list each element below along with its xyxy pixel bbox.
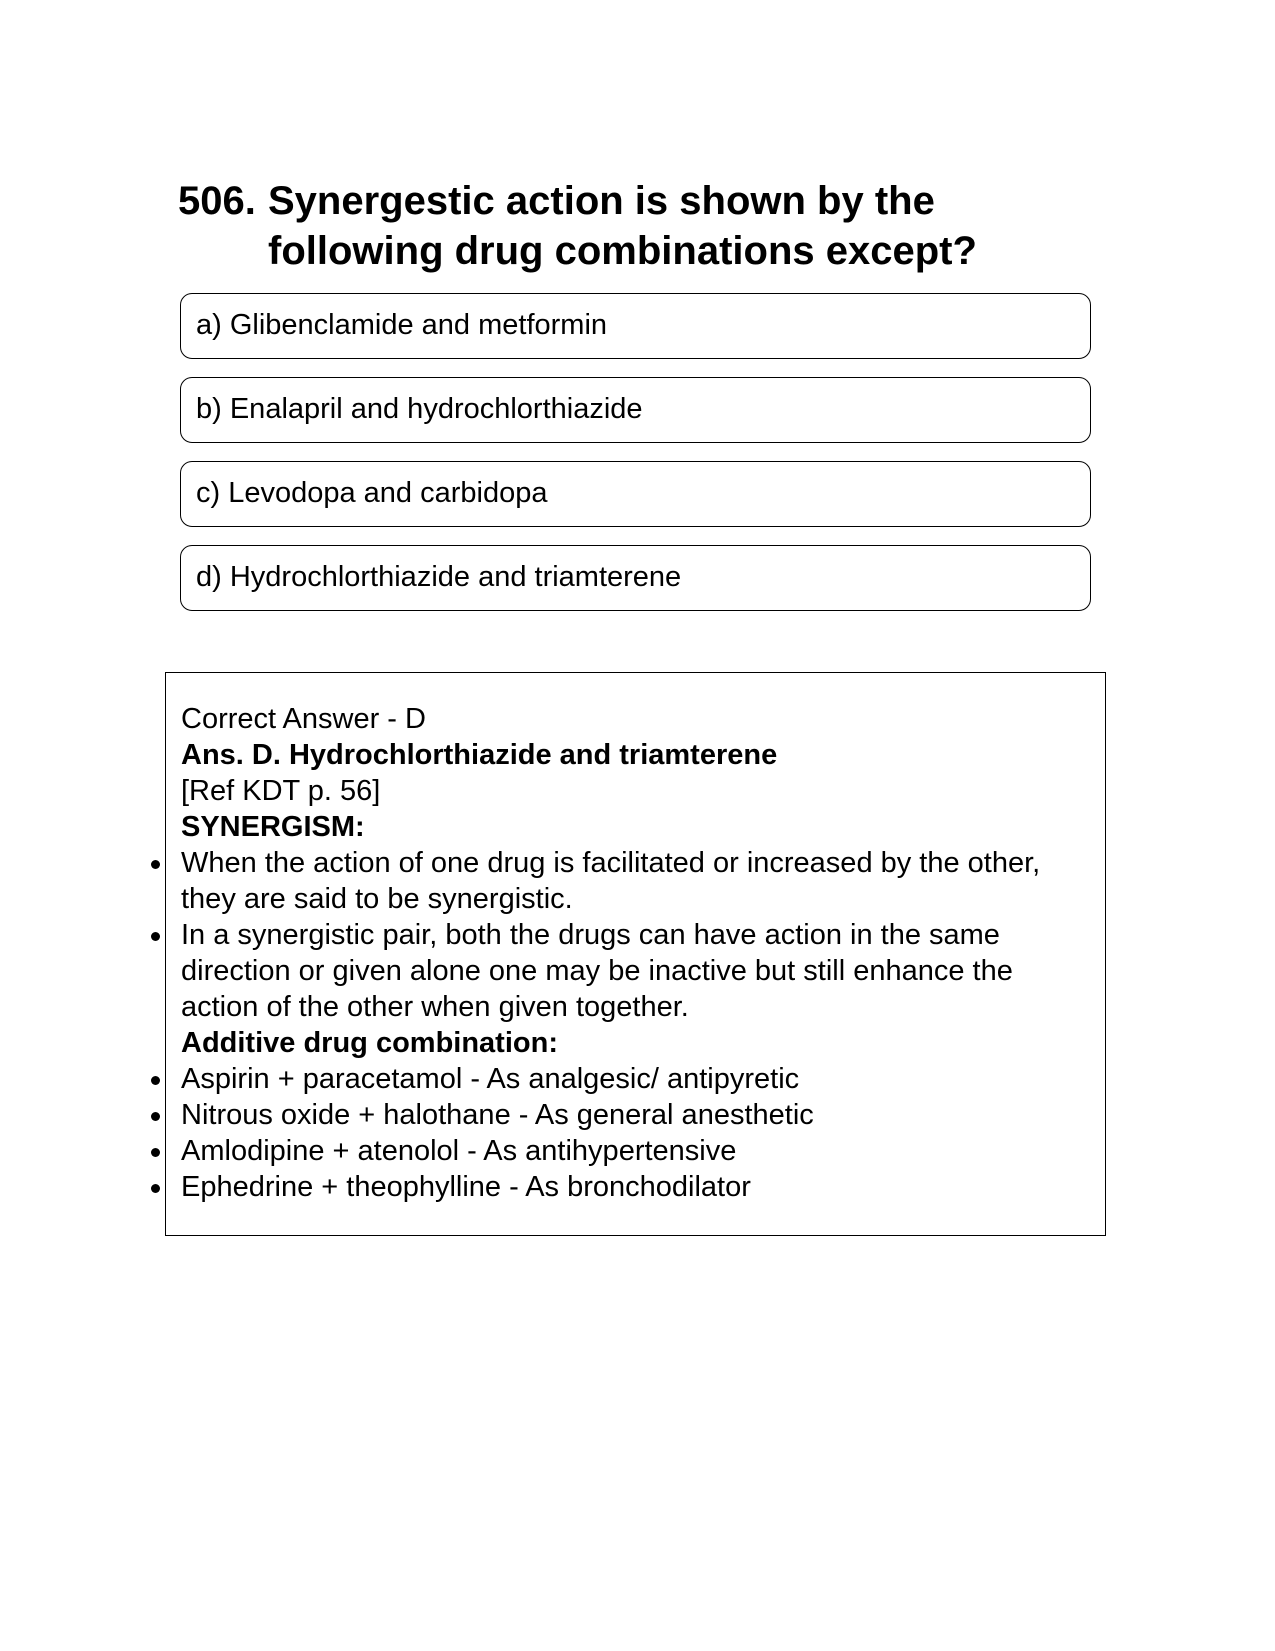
question-text: Synergestic action is shown by the following drug combinations except? xyxy=(268,179,977,273)
list-item: Aspirin + paracetamol - As analgesic/ antipyretic xyxy=(181,1061,1081,1097)
synergism-list xyxy=(181,845,1081,1025)
question-number: 506. xyxy=(178,179,256,223)
list-item: In a synergistic pair, both the drugs can have action in the same direction or given alone one may be inactive but still enhance the action of the other when given together. xyxy=(181,917,1081,1025)
answer-heading: Ans. D. Hydrochlorthiazide and triamterene xyxy=(181,739,778,771)
option-b[interactable]: b) Enalapril and hydrochlorthiazide xyxy=(180,377,1091,443)
list-item: Ephedrine + theophylline - As bronchodilator xyxy=(181,1169,1081,1205)
option-c[interactable]: c) Levodopa and carbidopa xyxy=(180,461,1091,527)
option-a[interactable]: a) Glibenclamide and metformin xyxy=(180,293,1091,359)
list-item: Nitrous oxide + halothane - As general anesthetic xyxy=(181,1097,1081,1133)
list-item: Amlodipine + atenolol - As antihypertensive xyxy=(181,1133,1081,1169)
option-d[interactable]: d) Hydrochlorthiazide and triamterene xyxy=(180,545,1091,611)
reference: [Ref KDT p. 56] xyxy=(181,775,381,807)
list-item: When the action of one drug is facilitated or increased by the other, they are said to be synergistic. xyxy=(181,845,1081,917)
additive-list xyxy=(181,1061,1081,1205)
correct-answer-line: Correct Answer - D xyxy=(181,703,426,735)
additive-heading: Additive drug combination: xyxy=(181,1027,558,1059)
answer-explanation xyxy=(181,701,1081,1205)
question xyxy=(178,176,1078,276)
synergism-heading: SYNERGISM: xyxy=(181,811,365,843)
